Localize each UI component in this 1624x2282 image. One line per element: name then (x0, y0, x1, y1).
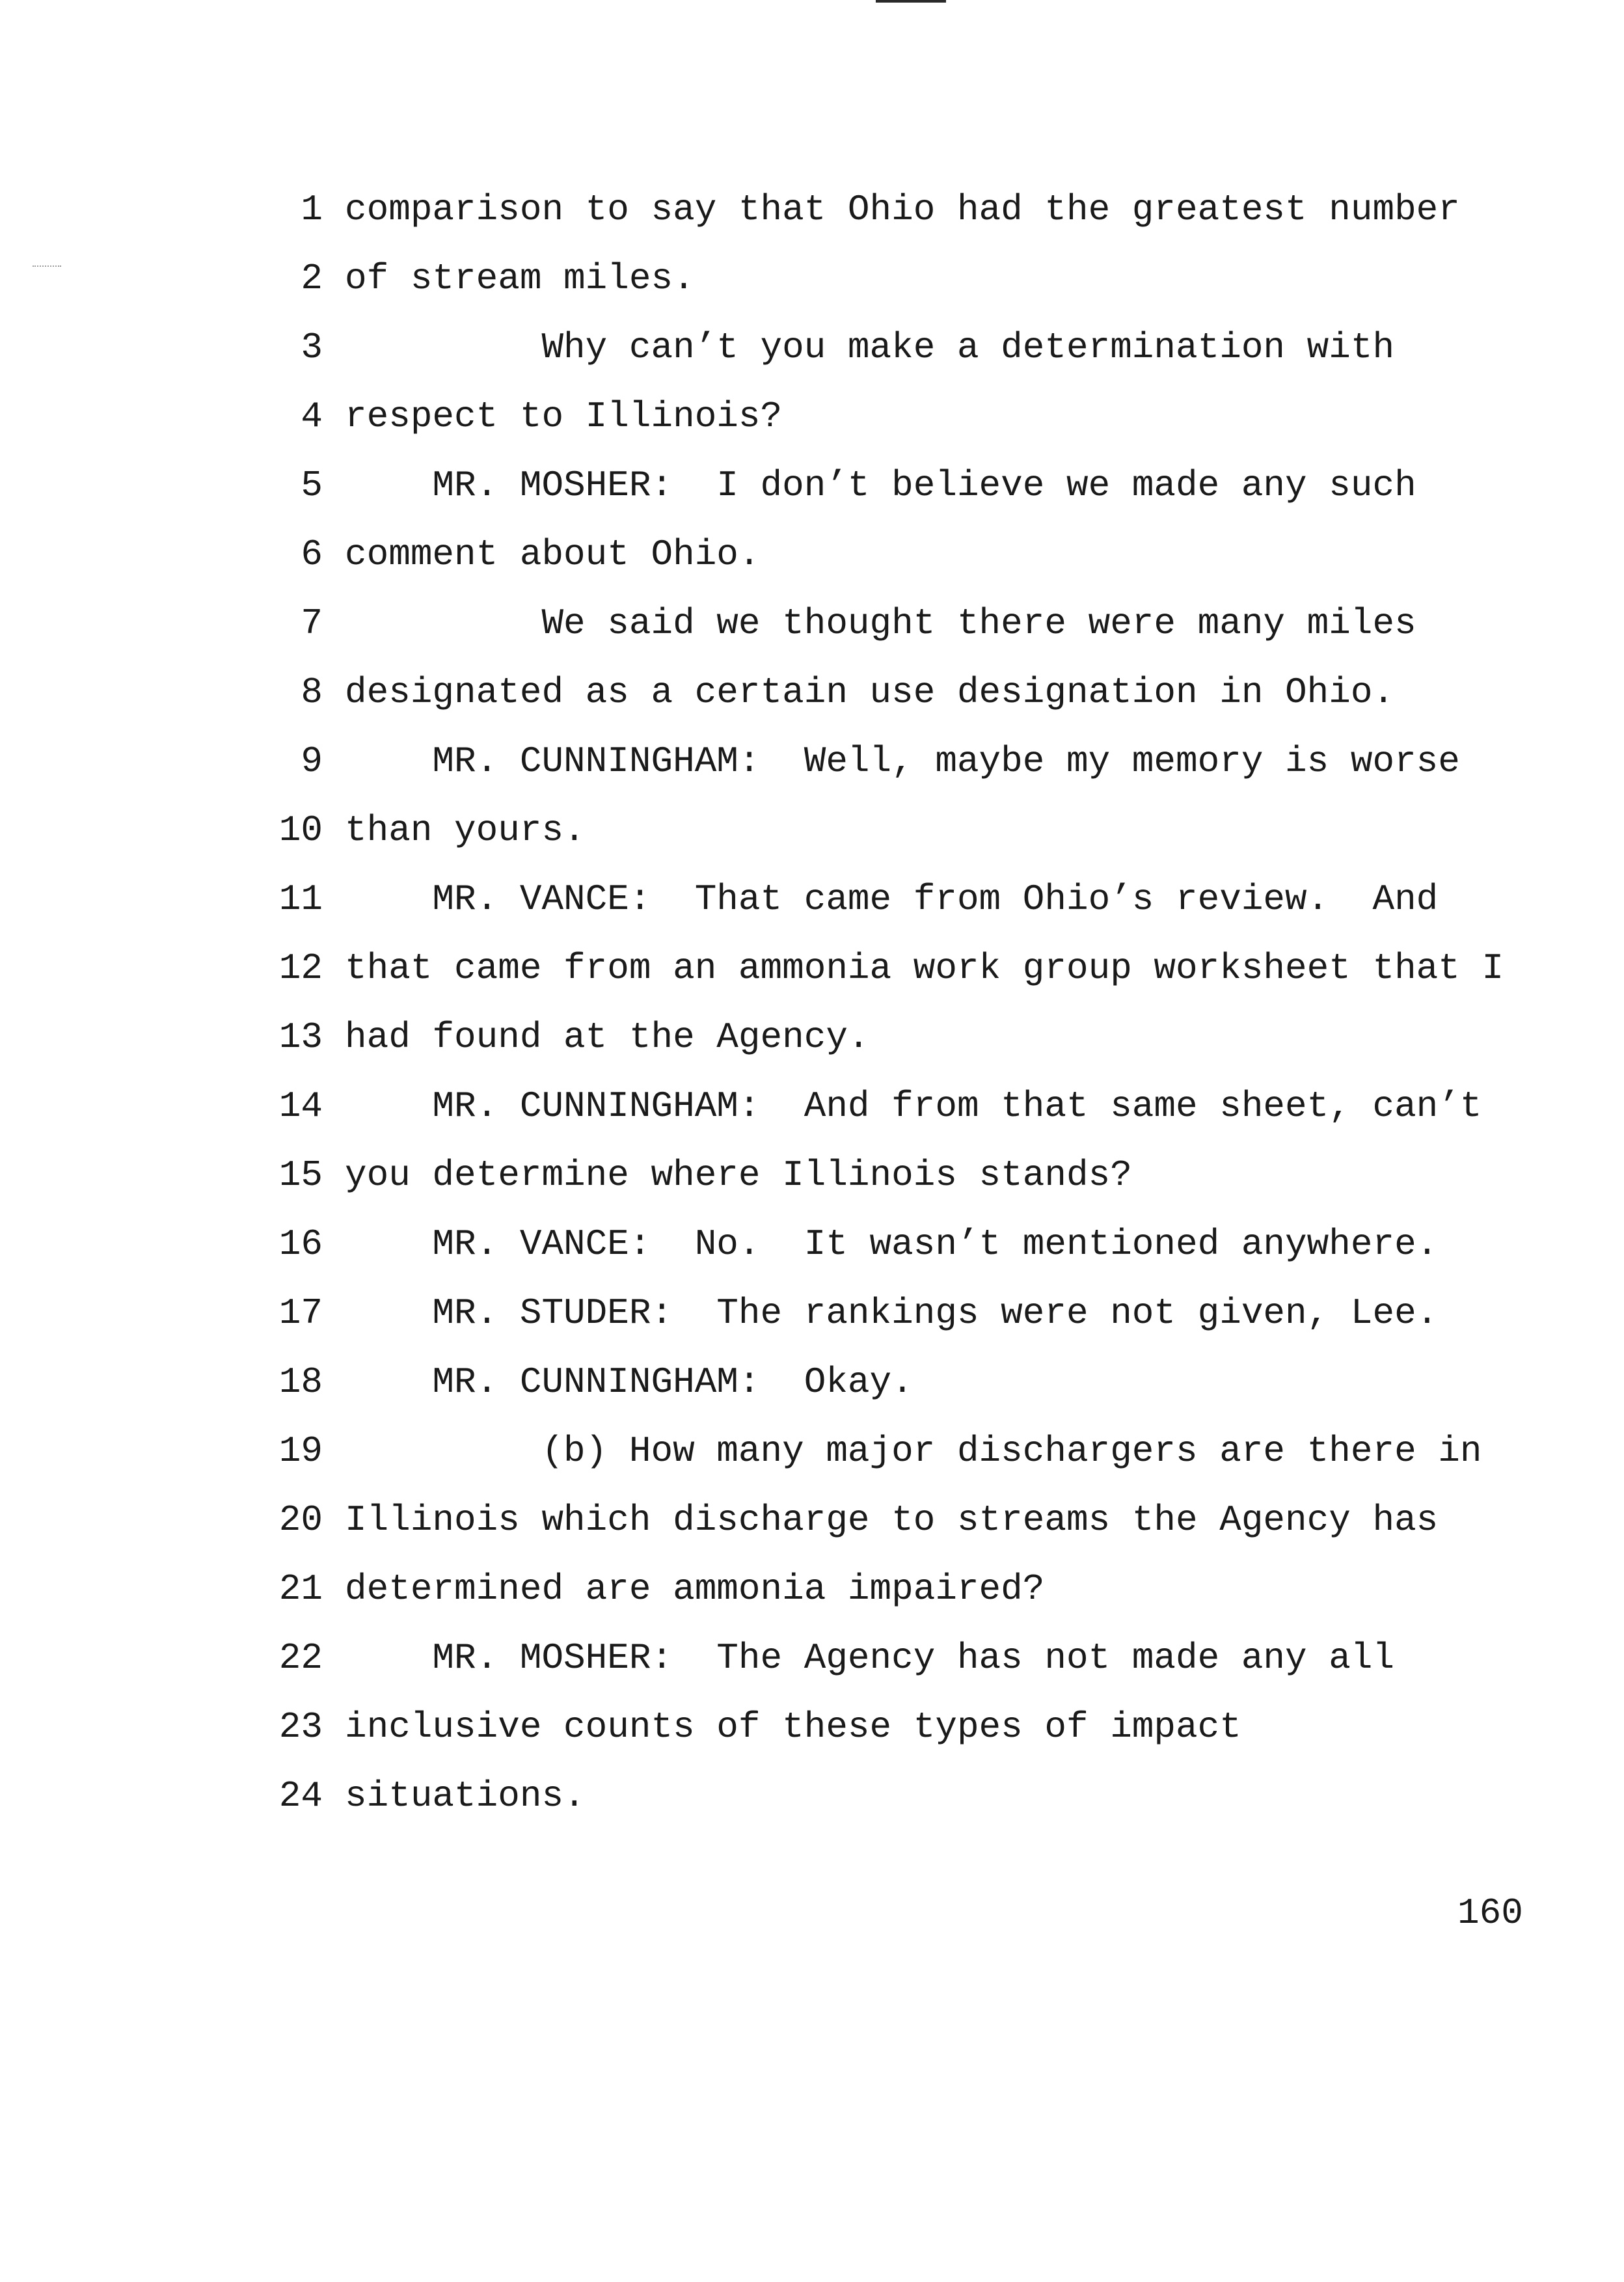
transcript-line (0, 321, 1624, 374)
line-text: comment about Ohio. (345, 534, 761, 575)
transcript-line (0, 1632, 1624, 1684)
line-text: MR. VANCE: No. It wasn’t mentioned anywhere. (345, 1223, 1439, 1265)
transcript-line (0, 1701, 1624, 1753)
line-number: 2 (301, 258, 323, 299)
line-number: 10 (278, 809, 323, 851)
page-number: 160 (1457, 1892, 1523, 1934)
line-number: 13 (278, 1016, 323, 1058)
line-text: MR. CUNNINGHAM: Well, maybe my memory is worse (345, 740, 1460, 782)
line-number: 18 (278, 1361, 323, 1403)
line-text: that came from an ammonia work group worksheet that I (345, 947, 1504, 989)
transcript-line (0, 735, 1624, 787)
transcript-line (0, 390, 1624, 442)
transcript-line (0, 459, 1624, 511)
line-number: 9 (301, 740, 323, 782)
line-text: MR. MOSHER: The Agency has not made any all (345, 1637, 1395, 1679)
transcript-line (0, 1563, 1624, 1615)
line-text: We said we thought there were many miles (345, 603, 1416, 644)
line-number: 14 (278, 1085, 323, 1127)
line-text: MR. STUDER: The rankings were not given, Lee. (345, 1292, 1439, 1334)
transcript-line (0, 942, 1624, 994)
line-text: respect to Illinois? (345, 396, 783, 437)
line-number: 21 (278, 1568, 323, 1610)
line-text: of stream miles. (345, 258, 695, 299)
line-text: you determine where Illinois stands? (345, 1154, 1132, 1196)
line-number: 6 (301, 534, 323, 575)
line-number: 19 (278, 1430, 323, 1472)
line-number: 8 (301, 672, 323, 713)
line-number: 11 (278, 878, 323, 920)
line-text: inclusive counts of these types of impact (345, 1706, 1241, 1748)
line-number: 17 (278, 1292, 323, 1334)
transcript-line (0, 183, 1624, 236)
transcript-line (0, 252, 1624, 305)
line-text: comparison to say that Ohio had the greatest number (345, 189, 1460, 230)
line-number: 23 (278, 1706, 323, 1748)
line-number: 22 (278, 1637, 323, 1679)
transcript-line (0, 1080, 1624, 1132)
transcript-line (0, 1770, 1624, 1822)
line-text: designated as a certain use designation in Ohio. (345, 672, 1395, 713)
transcript-line (0, 1425, 1624, 1477)
transcript-line (0, 1011, 1624, 1063)
line-text: had found at the Agency. (345, 1016, 870, 1058)
transcript-line (0, 666, 1624, 718)
line-number: 15 (278, 1154, 323, 1196)
transcript-line (0, 1494, 1624, 1546)
transcript-line (0, 1356, 1624, 1408)
transcript-line (0, 528, 1624, 580)
line-text: than yours. (345, 809, 586, 851)
line-text: MR. VANCE: That came from Ohio’s review. And (345, 878, 1439, 920)
line-number: 3 (301, 327, 323, 368)
line-number: 1 (301, 189, 323, 230)
transcript-line (0, 597, 1624, 649)
line-number: 7 (301, 603, 323, 644)
line-text: (b) How many major dischargers are there in (345, 1430, 1482, 1472)
transcript-line (0, 1287, 1624, 1339)
line-number: 24 (278, 1775, 323, 1817)
line-text: situations. (345, 1775, 586, 1817)
transcript-line (0, 1218, 1624, 1270)
line-number: 4 (301, 396, 323, 437)
transcript-line (0, 1149, 1624, 1201)
line-number: 5 (301, 465, 323, 506)
line-number: 16 (278, 1223, 323, 1265)
line-text: MR. CUNNINGHAM: Okay. (345, 1361, 914, 1403)
line-text: Why can’t you make a determination with (345, 327, 1395, 368)
line-text: determined are ammonia impaired? (345, 1568, 1045, 1610)
line-number: 20 (278, 1499, 323, 1541)
transcript-line (0, 873, 1624, 925)
line-text: MR. CUNNINGHAM: And from that same sheet, can’t (345, 1085, 1482, 1127)
transcript-line (0, 804, 1624, 856)
line-text: MR. MOSHER: I don’t believe we made any such (345, 465, 1416, 506)
line-number: 12 (278, 947, 323, 989)
line-text: Illinois which discharge to streams the Agency has (345, 1499, 1439, 1541)
